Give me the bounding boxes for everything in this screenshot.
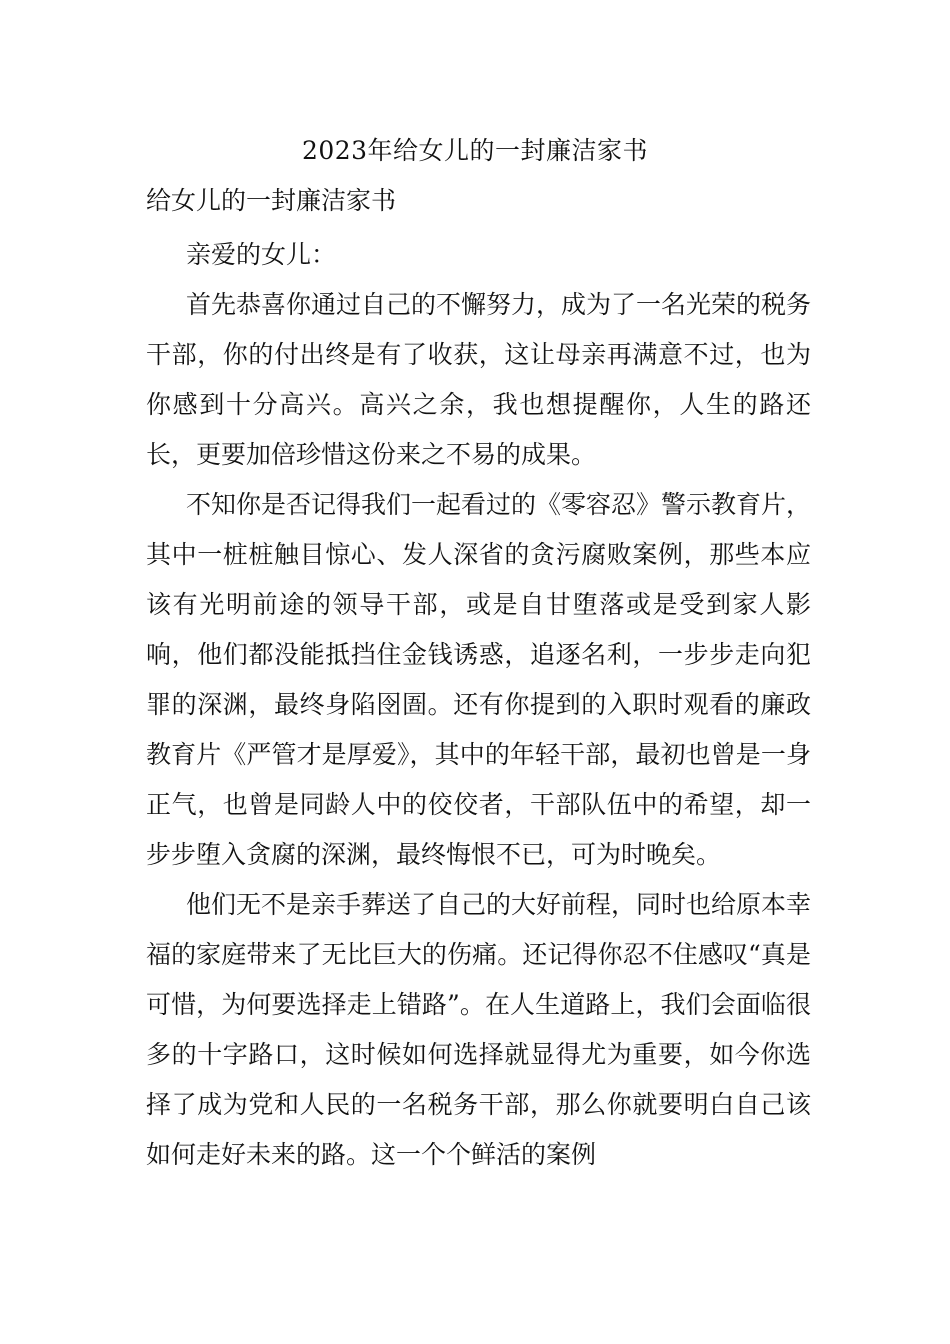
letter-greeting: 亲爱的女儿： [186, 240, 337, 269]
letter-body [146, 230, 811, 1180]
letter-paragraph: 他们无不是亲手葬送了自己的大好前程，同时也给原本幸福的家庭带来了无比巨大的伤痛。还记得你忍不住感叹“真是可惜，为何要选择走上错路”。在人生道路上，我们会面临很多的十字路口，这时候如何选择就显得尤为重要，如今你选择了成为党和人民的一名税务干部，那么你就要明白自己该如何走好未来的路。这一个个鲜活的案例 [146, 890, 812, 1169]
document-subtitle: 给女儿的一封廉洁家书 [146, 186, 397, 215]
letter-paragraph: 不知你是否记得我们一起看过的《零容忍》警示教育片，其中一桩桩触目惊心、发人深省的贪污腐败案例，那些本应该有光明前途的领导干部，或是自甘堕落或是受到家人影响，他们都没能抵挡住金钱诱惑，追逐名利，一步步走向犯罪的深渊，最终身陷囹圄。还有你提到的入职时观看的廉政教育片《严管才是厚爱》，其中的年轻干部，最初也曾是一身正气，也曾是同龄人中的佼佼者，干部队伍中的希望，却一步步堕入贪腐的深渊，最终悔恨不已，可为时晚矣。 [146, 490, 812, 869]
letter-paragraph: 首先恭喜你通过自己的不懈努力，成为了一名光荣的税务干部，你的付出终是有了收获，这让母亲再满意不过，也为你感到十分高兴。高兴之余，我也想提醒你，人生的路还长，更要加倍珍惜这份来之不易的成果。 [146, 290, 812, 469]
document-title: 2023年给女儿的一封廉洁家书 [301, 136, 649, 165]
